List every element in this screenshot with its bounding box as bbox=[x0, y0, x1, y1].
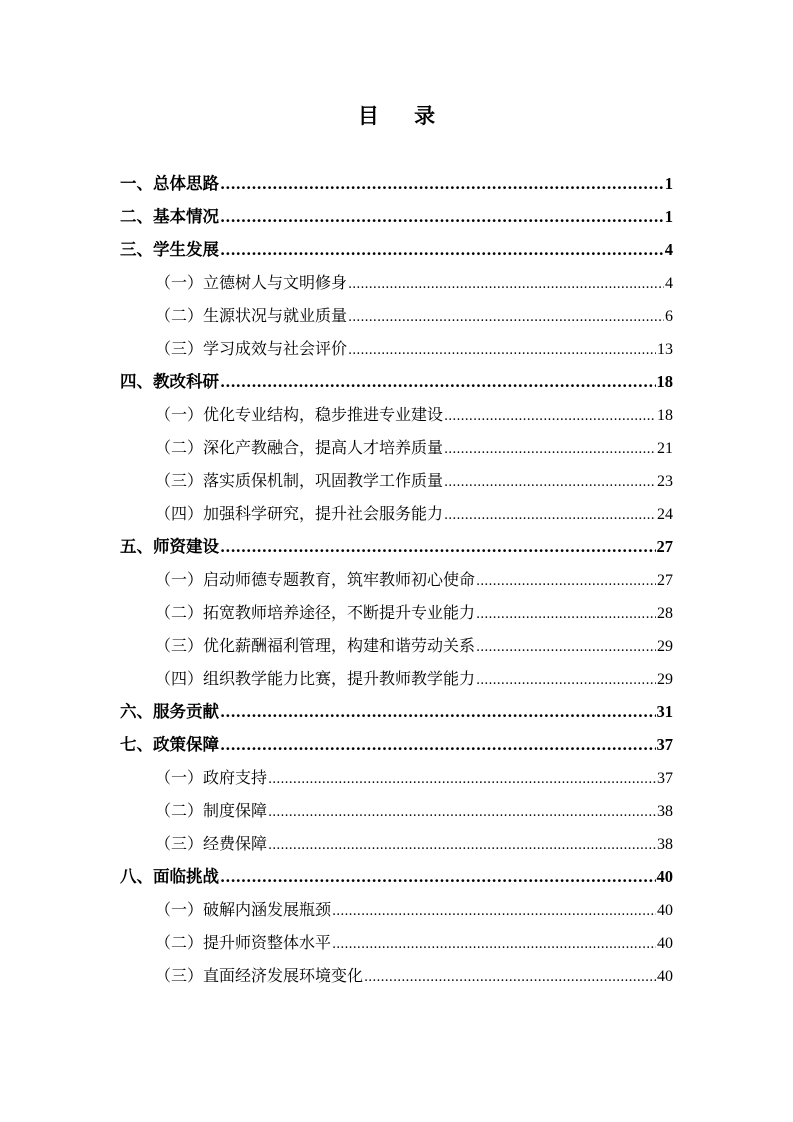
toc-entry-page: 27 bbox=[656, 537, 673, 556]
toc-entry-page: 38 bbox=[657, 803, 673, 820]
toc-entry-page: 40 bbox=[656, 867, 673, 886]
toc-entry-page: 6 bbox=[665, 308, 673, 325]
dot-leader bbox=[476, 563, 656, 598]
toc-entry-page: 23 bbox=[657, 473, 673, 490]
toc-entry-page: 40 bbox=[657, 935, 673, 952]
dot-leader bbox=[476, 629, 656, 664]
toc-entry-page: 21 bbox=[657, 440, 673, 457]
toc-entry-page: 18 bbox=[656, 372, 673, 391]
toc-entry-page: 38 bbox=[657, 836, 673, 853]
toc-entry-subsection[interactable] bbox=[155, 662, 673, 695]
dot-leader bbox=[268, 827, 656, 862]
toc-entry-page: 13 bbox=[657, 341, 673, 358]
toc-entry-subsection[interactable] bbox=[155, 827, 673, 860]
toc-entry-label: 八、面临挑战 bbox=[120, 867, 219, 886]
toc-entry-subsection[interactable] bbox=[155, 266, 673, 299]
toc-entry-label: （四）组织教学能力比赛，提升教师教学能力 bbox=[155, 669, 476, 688]
toc-entry-page: 29 bbox=[657, 638, 673, 655]
toc-entry-subsection[interactable] bbox=[155, 596, 673, 629]
toc-entry-label: （三）直面经济发展环境变化 bbox=[155, 966, 364, 985]
dot-leader bbox=[476, 662, 656, 697]
toc-entry-page: 40 bbox=[657, 902, 673, 919]
toc-entry-label: 五、师资建设 bbox=[120, 537, 219, 556]
toc-entry-subsection[interactable] bbox=[155, 761, 673, 794]
toc-entry-subsection[interactable] bbox=[155, 893, 673, 926]
dot-leader bbox=[332, 926, 656, 961]
dot-leader bbox=[220, 695, 656, 729]
toc-entry-label: 四、教改科研 bbox=[120, 372, 219, 391]
toc-entry-subsection[interactable] bbox=[155, 398, 673, 431]
toc-entry-label: （一）立德树人与文明修身 bbox=[155, 273, 348, 292]
toc-entry-page: 40 bbox=[657, 968, 673, 985]
dot-leader bbox=[476, 596, 656, 631]
toc-entry-label: （四）加强科学研究，提升社会服务能力 bbox=[155, 504, 444, 523]
toc-entry-section[interactable] bbox=[120, 365, 673, 398]
toc-entry-subsection[interactable] bbox=[155, 959, 673, 992]
toc-entry-subsection[interactable] bbox=[155, 563, 673, 596]
toc-entry-page: 4 bbox=[664, 240, 673, 259]
dot-leader bbox=[220, 200, 664, 234]
toc-entry-label: （二）深化产教融合，提高人才培养质量 bbox=[155, 438, 444, 457]
dot-leader bbox=[444, 497, 656, 532]
toc-title: 目 录 bbox=[357, 103, 450, 128]
dot-leader bbox=[348, 332, 656, 367]
toc-entry-page: 28 bbox=[657, 605, 673, 622]
dot-leader bbox=[220, 728, 656, 762]
dot-leader bbox=[444, 398, 656, 433]
toc-entry-subsection[interactable] bbox=[155, 794, 673, 827]
toc-entry-subsection[interactable] bbox=[155, 926, 673, 959]
dot-leader bbox=[348, 299, 664, 334]
toc-entry-subsection[interactable] bbox=[155, 464, 673, 497]
toc-entry-section[interactable] bbox=[120, 167, 673, 200]
toc-entry-subsection[interactable] bbox=[155, 629, 673, 662]
toc-entry-label: （三）优化薪酬福利管理，构建和谐劳动关系 bbox=[155, 636, 476, 655]
toc-entry-page: 24 bbox=[657, 506, 673, 523]
toc-entry-page: 18 bbox=[657, 407, 673, 424]
dot-leader bbox=[348, 266, 664, 301]
toc-entry-label: （二）生源状况与就业质量 bbox=[155, 306, 348, 325]
toc-entry-page: 1 bbox=[664, 174, 673, 193]
toc-entry-label: （三）经费保障 bbox=[155, 834, 268, 853]
dot-leader bbox=[268, 794, 656, 829]
toc-entry-label: 七、政策保障 bbox=[120, 735, 219, 754]
toc-entry-label: 二、基本情况 bbox=[120, 207, 219, 226]
toc-entry-subsection[interactable] bbox=[155, 431, 673, 464]
toc-entry-label: （一）优化专业结构，稳步推进专业建设 bbox=[155, 405, 444, 424]
dot-leader bbox=[444, 464, 656, 499]
toc-entry-page: 37 bbox=[656, 735, 673, 754]
toc-entry-page: 27 bbox=[657, 572, 673, 589]
dot-leader bbox=[268, 761, 656, 796]
toc-entry-label: 六、服务贡献 bbox=[120, 702, 219, 721]
toc-entry-page: 29 bbox=[657, 671, 673, 688]
toc-entry-label: （二）拓宽教师培养途径，不断提升专业能力 bbox=[155, 603, 476, 622]
toc-entry-page: 1 bbox=[664, 207, 673, 226]
dot-leader bbox=[220, 530, 656, 564]
toc-entry-label: 三、学生发展 bbox=[120, 240, 219, 259]
toc-entry-label: （三）学习成效与社会评价 bbox=[155, 339, 348, 358]
toc-entry-section[interactable] bbox=[120, 233, 673, 266]
dot-leader bbox=[220, 233, 664, 267]
toc-entry-section[interactable] bbox=[120, 860, 673, 893]
toc-entry-page: 4 bbox=[665, 275, 673, 292]
toc-entry-subsection[interactable] bbox=[155, 332, 673, 365]
toc-entry-section[interactable] bbox=[120, 695, 673, 728]
dot-leader bbox=[444, 431, 656, 466]
toc-entry-label: （一）破解内涵发展瓶颈 bbox=[155, 900, 332, 919]
toc-entry-label: （二）提升师资整体水平 bbox=[155, 933, 332, 952]
toc-entry-label: （一）启动师德专题教育，筑牢教师初心使命 bbox=[155, 570, 476, 589]
dot-leader bbox=[220, 365, 656, 399]
toc-entry-page: 37 bbox=[657, 770, 673, 787]
dot-leader bbox=[332, 893, 656, 928]
toc-entry-subsection[interactable] bbox=[155, 299, 673, 332]
dot-leader bbox=[220, 860, 656, 894]
toc-entry-subsection[interactable] bbox=[155, 497, 673, 530]
toc-entry-label: （二）制度保障 bbox=[155, 801, 268, 820]
toc-entry-label: （三）落实质保机制，巩固教学工作质量 bbox=[155, 471, 444, 490]
toc-entry-section[interactable] bbox=[120, 200, 673, 233]
toc-entry-section[interactable] bbox=[120, 530, 673, 563]
toc-entry-section[interactable] bbox=[120, 728, 673, 761]
dot-leader bbox=[364, 959, 656, 994]
toc-entry-page: 31 bbox=[656, 702, 673, 721]
dot-leader bbox=[220, 167, 664, 201]
toc-entry-label: 一、总体思路 bbox=[120, 174, 219, 193]
toc-entry-label: （一）政府支持 bbox=[155, 768, 268, 787]
